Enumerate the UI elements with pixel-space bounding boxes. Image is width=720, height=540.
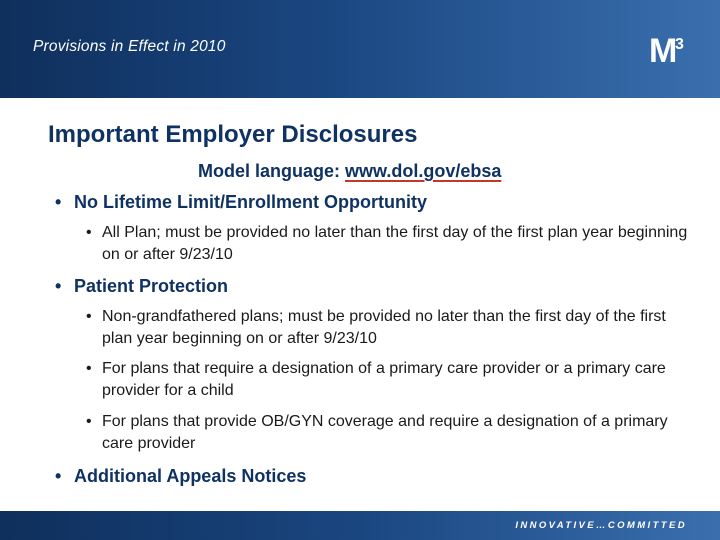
bullet-patient-protection	[55, 276, 228, 297]
sub-bullet	[86, 411, 696, 455]
sub-bullet	[86, 306, 696, 350]
sub-bullet-icon: •	[86, 360, 92, 377]
model-language-line	[198, 161, 501, 182]
sub-bullet-text: For plans that provide OB/GYN coverage and require a designation of a primary care provider	[102, 413, 668, 452]
bullet-text: Patient Protection	[74, 276, 229, 296]
footer-banner	[0, 511, 720, 540]
footer-tagline: INNOVATIVE…COMMITTED	[515, 520, 687, 531]
slide-title: Important Employer Disclosures	[48, 121, 418, 148]
logo-letter: M	[649, 32, 678, 66]
bullet-icon: •	[55, 466, 62, 486]
model-language-label: Model language:	[198, 161, 346, 181]
sub-bullet-icon: •	[86, 308, 92, 325]
m3-logo	[649, 32, 689, 66]
sub-bullet	[86, 222, 696, 266]
header-title: Provisions in Effect in 2010	[33, 38, 226, 55]
sub-bullet-text: Non-grandfathered plans; must be provided no later than the first day of the first plan year beginning on or after 9/23/10	[102, 308, 666, 347]
header-banner	[0, 0, 720, 98]
bullet-lifetime-limit	[55, 192, 427, 213]
bullet-text: No Lifetime Limit/Enrollment Opportunity	[74, 192, 427, 212]
logo-superscript: 3	[675, 36, 684, 53]
bullet-icon: •	[55, 192, 62, 212]
sub-bullet-text: For plans that require a designation of a primary care provider or a primary care provider for a child	[102, 360, 666, 399]
dol-link[interactable]: www.dol.gov/ebsa	[345, 161, 502, 181]
sub-bullet-icon: •	[86, 413, 92, 430]
bullet-appeals-notices	[55, 466, 306, 487]
sub-bullet-icon: •	[86, 224, 92, 241]
bullet-text: Additional Appeals Notices	[74, 466, 307, 486]
bullet-icon: •	[55, 276, 62, 296]
sub-bullet-text: All Plan; must be provided no later than the first day of the first plan year beginning on or after 9/23/10	[102, 224, 688, 263]
sub-bullet	[86, 358, 696, 402]
